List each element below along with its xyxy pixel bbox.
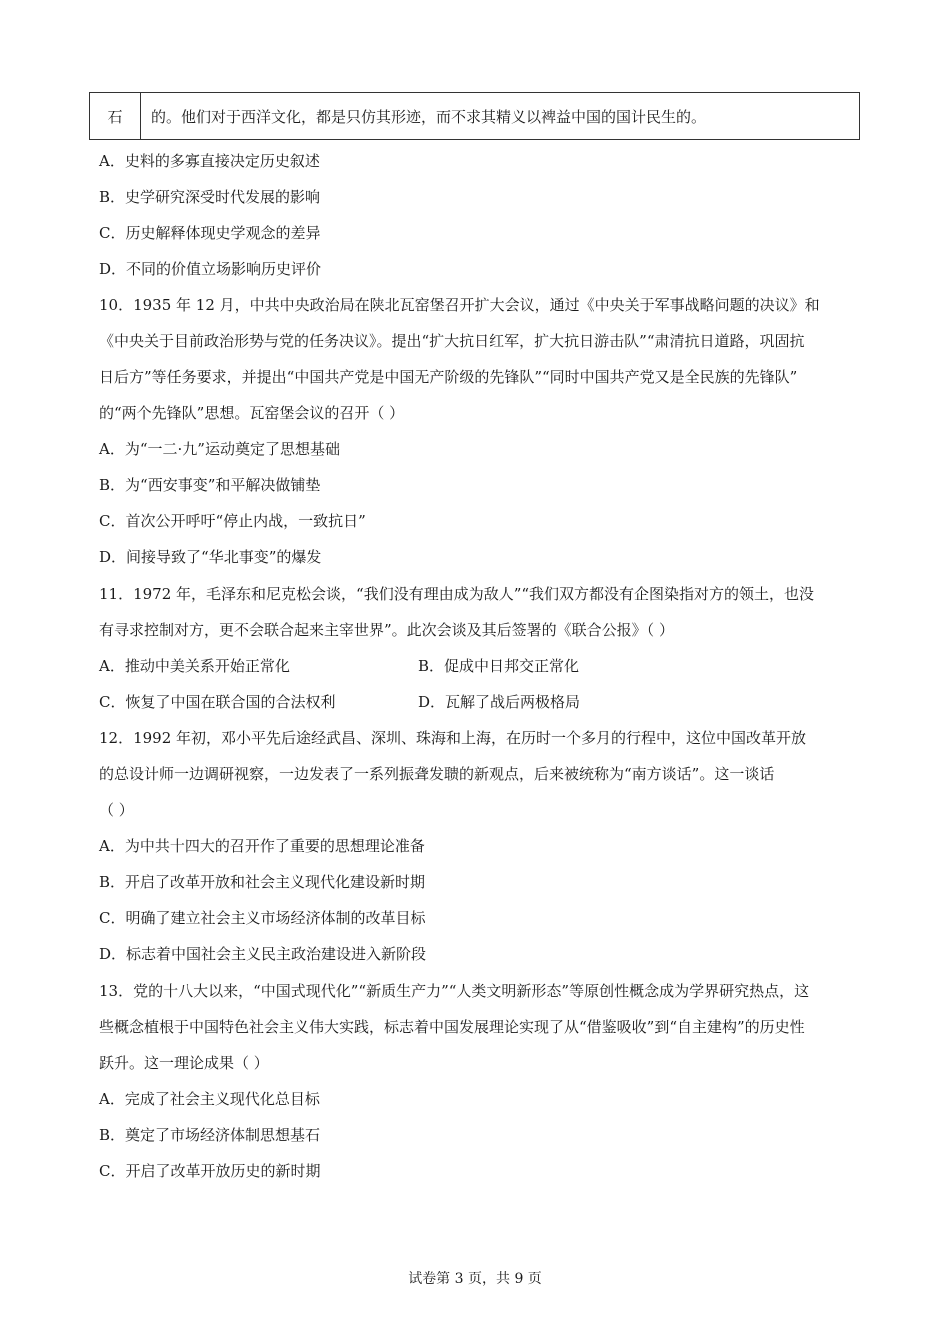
q12-stem-line: 的总设计师一边调研视察，一边发表了一系列振聋发聩的新观点，后来被统称为“南方谈话”。这一谈话 [99, 765, 775, 783]
q12-stem-line: 12．1992 年初，邓小平先后途经武昌、深圳、珠海和上海，在历时一个多月的行程中，这位中国改革开放 [99, 729, 807, 747]
q10-stem-line: 《中央关于目前政治形势与党的任务决议》。提出“扩大抗日红军，扩大抗日游击队”“肃清抗日道路，巩固抗 [99, 332, 805, 350]
q12-option-c: C．明确了建立社会主义市场经济体制的改革目标 [99, 909, 426, 927]
q11-option-a: A．推动中美关系开始正常化 [99, 657, 290, 675]
q10-option-d: D．间接导致了“华北事变”的爆发 [99, 548, 322, 566]
q9-option-b: B．史学研究深受时代发展的影响 [99, 188, 321, 206]
q13-option-c: C．开启了改革开放历史的新时期 [99, 1162, 321, 1180]
q11-option-d: D．瓦解了战后两极格局 [418, 693, 581, 711]
table-left-cell: 石 [90, 93, 141, 139]
table-right-cell: 的。他们对于西洋文化，都是只仿其形迹，而不求其精义以裨益中国的国计民生的。 [151, 107, 707, 126]
q10-stem-line: 10．1935 年 12 月，中共中央政治局在陕北瓦窑堡召开扩大会议，通过《中央关于军事战略问题的决议》和 [99, 296, 820, 314]
q10-option-a: A．为“一二·九”运动奠定了思想基础 [99, 440, 340, 458]
q10-option-b: B．为“西安事变”和平解决做铺垫 [99, 476, 321, 494]
q12-stem-line: （ ） [99, 801, 134, 819]
q9-option-a: A．史料的多寡直接决定历史叙述 [99, 152, 320, 170]
q12-option-a: A．为中共十四大的召开作了重要的思想理论准备 [99, 837, 425, 855]
q13-stem-line: 跃升。这一理论成果（ ） [99, 1054, 269, 1072]
page-footer: 试卷第 3 页，共 9 页 [408, 1271, 542, 1287]
q11-stem-line: 11．1972 年，毛泽东和尼克松会谈，“我们没有理由成为敌人”“我们双方都没有企图染指对方的领土，也没 [99, 585, 815, 603]
q13-stem-line: 些概念植根于中国特色社会主义伟大实践，标志着中国发展理论实现了从“借鉴吸收”到“自主建构”的历史性 [99, 1018, 805, 1036]
q11-option-c: C．恢复了中国在联合国的合法权利 [99, 693, 336, 711]
q10-stem-line: 的“两个先锋队”思想。瓦窑堡会议的召开（ ） [99, 404, 405, 422]
q11-stem-line: 有寻求控制对方，更不会联合起来主宰世界”。此次会谈及其后签署的《联合公报》（ ） [99, 621, 674, 639]
q13-option-a: A．完成了社会主义现代化总目标 [99, 1090, 320, 1108]
q12-option-d: D．标志着中国社会主义民主政治建设进入新阶段 [99, 945, 427, 963]
q11-option-b: B．促成中日邦交正常化 [418, 657, 580, 675]
q9-option-d: D．不同的价值立场影响历史评价 [99, 260, 322, 278]
q13-stem-line: 13．党的十八大以来，“中国式现代化”“新质生产力”“人类文明新形态”等原创性概念成为学界研究热点，这 [99, 982, 810, 1000]
q12-option-b: B．开启了改革开放和社会主义现代化建设新时期 [99, 873, 426, 891]
q9-option-c: C．历史解释体现史学观念的差异 [99, 224, 321, 242]
q13-option-b: B．奠定了市场经济体制思想基石 [99, 1126, 321, 1144]
source-table-fragment [89, 92, 860, 140]
q10-stem-line: 日后方”等任务要求，并提出“中国共产党是中国无产阶级的先锋队”“同时中国共产党又是全民族的先锋队” [99, 368, 798, 386]
q10-option-c: C．首次公开呼吁“停止内战，一致抗日” [99, 512, 366, 530]
